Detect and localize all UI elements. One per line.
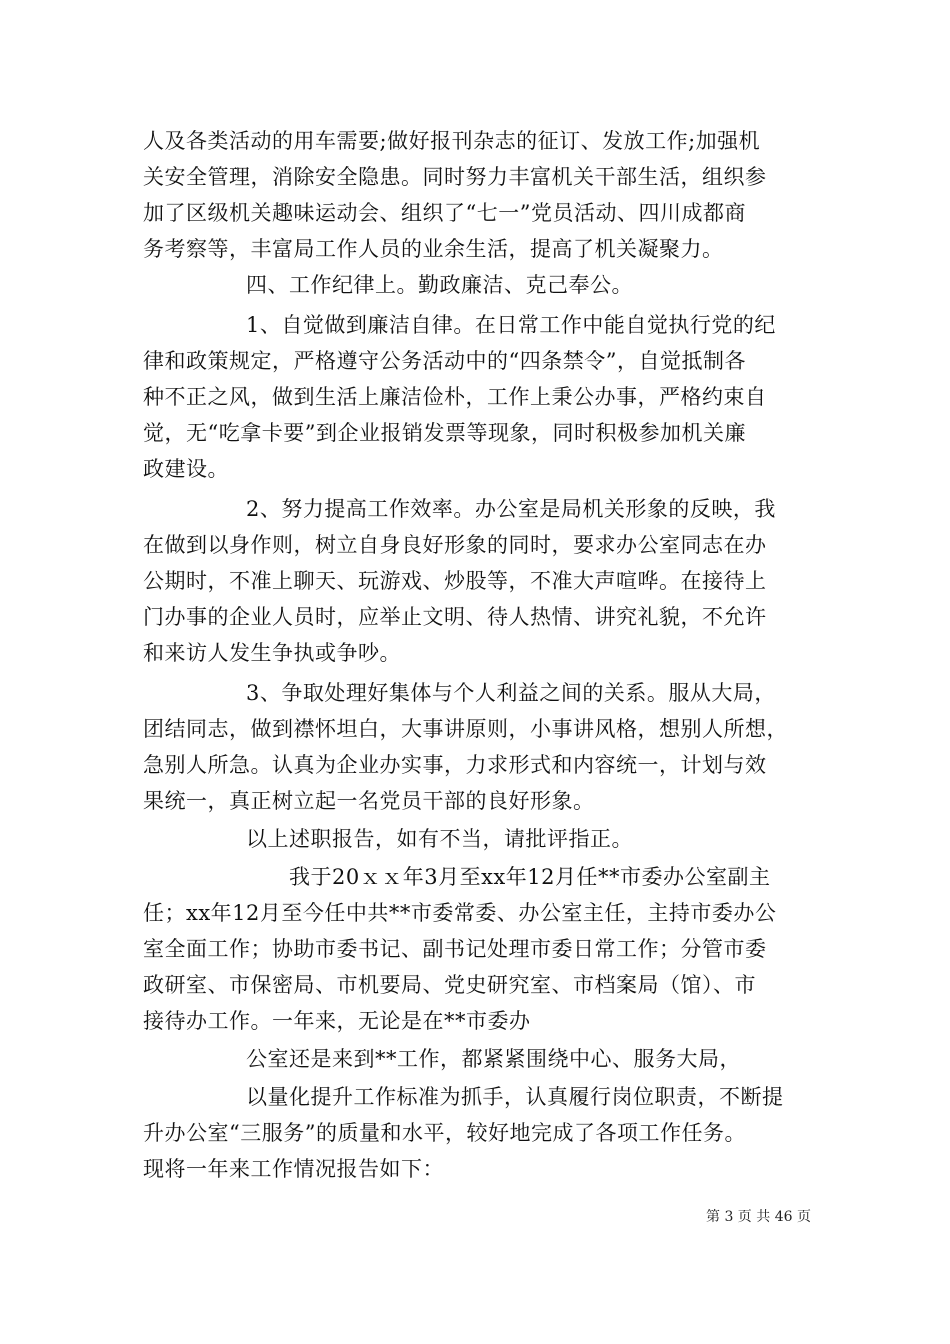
text-line: 任；xx年12月至今任中共**市委常委、办公室主任，主持市委办公 (143, 901, 777, 925)
text-line: 室全面工作；协助市委书记、副书记处理市委日常工作；分管市委 (143, 937, 767, 961)
text-line: 现将一年来工作情况报告如下： (143, 1157, 444, 1181)
text-line: 政研室、市保密局、市机要局、党史研究室、市档案局（馆）、市 (143, 973, 756, 997)
text-line: 政建设。 (143, 457, 229, 481)
text-line: 加了区级机关趣味运动会、组织了“七一”党员活动、四川成都商 (143, 201, 746, 225)
text-line: 接待办工作。一年来，无论是在**市委办 (143, 1009, 531, 1033)
text-line: 以上述职报告，如有不当，请批评指正。 (246, 827, 633, 851)
text-line: 升办公室“三服务”的质量和水平，较好地完成了各项工作任务。 (143, 1121, 746, 1145)
text-line: 在做到以身作则，树立自身良好形象的同时，要求办公室同志在办 (143, 533, 767, 557)
text-line: 2、努力提高工作效率。办公室是局机关形象的反映，我 (246, 497, 776, 521)
text-line: 团结同志，做到襟怀坦白，大事讲原则，小事讲风格，想别人所想， (143, 717, 788, 741)
text-line: 公室还是来到**工作，都紧紧围绕中心、服务大局， (246, 1047, 741, 1071)
text-line: 急别人所急。认真为企业办实事，力求形式和内容统一，计划与效 (143, 753, 767, 777)
text-line: 种不正之风，做到生活上廉洁俭朴，工作上秉公办事，严格约束自 (143, 385, 767, 409)
text-line: 1、自觉做到廉洁自律。在日常工作中能自觉执行党的纪 (246, 313, 776, 337)
page-number: 第 3 页 共 46 页 (706, 1209, 811, 1225)
text-line: 务考察等，丰富局工作人员的业余生活，提高了机关凝聚力。 (143, 237, 724, 261)
text-line: 公期时，不准上聊天、玩游戏、炒股等，不准大声喧哗。在接待上 (143, 569, 767, 593)
section-heading: 四、工作纪律上。勤政廉洁、克己奉公。 (246, 273, 633, 297)
text-line: 3、争取处理好集体与个人利益之间的关系。服从大局， (246, 681, 776, 705)
text-line: 果统一，真正树立起一名党员干部的良好形象。 (143, 789, 595, 813)
text-line: 和来访人发生争执或争吵。 (143, 641, 401, 665)
text-line: 以量化提升工作标准为抓手，认真履行岗位职责，不断提 (246, 1085, 784, 1109)
text-line: 人及各类活动的用车需要;做好报刊杂志的征订、发放工作;加强机 (143, 129, 761, 153)
text-line: 我于20ｘｘ年3月至xx年12月任**市委办公室副主 (289, 865, 771, 889)
text-line: 门办事的企业人员时，应举止文明、待人热情、讲究礼貌，不允许 (143, 605, 767, 629)
text-line: 觉，无“吃拿卡要”到企业报销发票等现象，同时积极参加机关廉 (143, 421, 746, 445)
text-line: 关安全管理，消除安全隐患。同时努力丰富机关干部生活，组织参 (143, 165, 767, 189)
text-line: 律和政策规定，严格遵守公务活动中的“四条禁令”，自觉抵制各 (143, 349, 746, 373)
